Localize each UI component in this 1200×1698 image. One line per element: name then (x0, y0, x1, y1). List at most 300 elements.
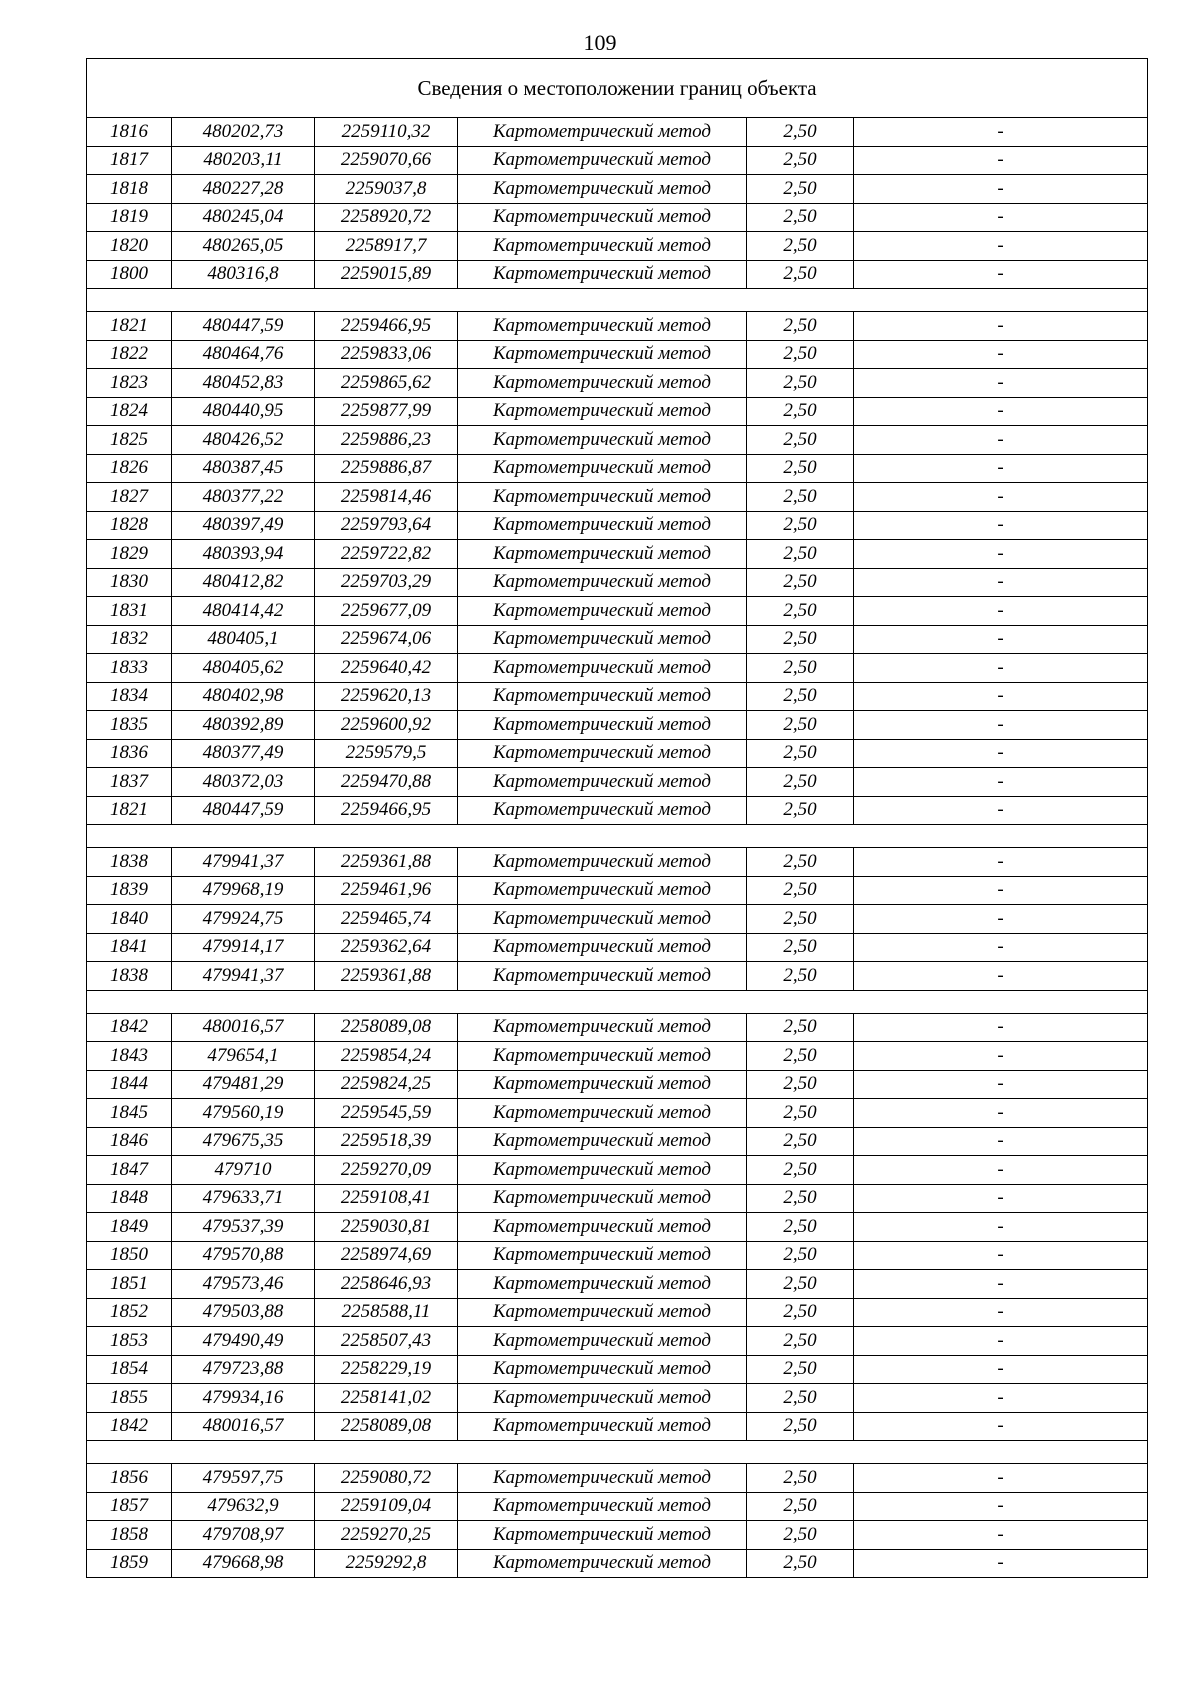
y-coordinate-cell: 2258089,08 (315, 1013, 458, 1042)
accuracy-cell: 2,50 (747, 1127, 854, 1156)
accuracy-cell: 2,50 (747, 1492, 854, 1521)
method-cell: Картометрический метод (458, 905, 747, 934)
method-cell: Картометрический метод (458, 796, 747, 825)
x-coordinate-cell: 480372,03 (172, 768, 315, 797)
description-cell: - (854, 118, 1148, 147)
description-cell: - (854, 454, 1148, 483)
method-cell: Картометрический метод (458, 340, 747, 369)
table-row (87, 654, 1148, 683)
accuracy-cell: 2,50 (747, 597, 854, 626)
accuracy-cell: 2,50 (747, 175, 854, 204)
accuracy-cell: 2,50 (747, 1327, 854, 1356)
method-cell: Картометрический метод (458, 1412, 747, 1441)
x-coordinate-cell: 480452,83 (172, 369, 315, 398)
table-row (87, 1355, 1148, 1384)
table-row (87, 1156, 1148, 1185)
y-coordinate-cell: 2259270,25 (315, 1521, 458, 1550)
point-number-cell: 1834 (87, 682, 172, 711)
table-row (87, 1492, 1148, 1521)
point-number-cell: 1837 (87, 768, 172, 797)
description-cell: - (854, 876, 1148, 905)
description-cell: - (854, 933, 1148, 962)
method-cell: Картометрический метод (458, 1241, 747, 1270)
table-row (87, 625, 1148, 654)
method-cell: Картометрический метод (458, 933, 747, 962)
description-cell: - (854, 1099, 1148, 1128)
table-row (87, 568, 1148, 597)
x-coordinate-cell: 480392,89 (172, 711, 315, 740)
y-coordinate-cell: 2259886,23 (315, 426, 458, 455)
description-cell: - (854, 203, 1148, 232)
point-number-cell: 1821 (87, 796, 172, 825)
method-cell: Картометрический метод (458, 1184, 747, 1213)
method-cell: Картометрический метод (458, 682, 747, 711)
method-cell: Картометрический метод (458, 260, 747, 289)
point-number-cell: 1831 (87, 597, 172, 626)
y-coordinate-cell: 2259814,46 (315, 483, 458, 512)
group-separator (87, 825, 1148, 848)
accuracy-cell: 2,50 (747, 848, 854, 877)
y-coordinate-cell: 2259865,62 (315, 369, 458, 398)
method-cell: Картометрический метод (458, 625, 747, 654)
y-coordinate-cell: 2259674,06 (315, 625, 458, 654)
method-cell: Картометрический метод (458, 1327, 747, 1356)
method-cell: Картометрический метод (458, 540, 747, 569)
y-coordinate-cell: 2259703,29 (315, 568, 458, 597)
table-row (87, 118, 1148, 147)
group-separator-row (87, 825, 1148, 848)
method-cell: Картометрический метод (458, 1298, 747, 1327)
y-coordinate-cell: 2259600,92 (315, 711, 458, 740)
table-row (87, 1384, 1148, 1413)
y-coordinate-cell: 2258917,7 (315, 232, 458, 261)
y-coordinate-cell: 2259292,8 (315, 1549, 458, 1578)
description-cell: - (854, 232, 1148, 261)
point-number-cell: 1826 (87, 454, 172, 483)
y-coordinate-cell: 2259362,64 (315, 933, 458, 962)
y-coordinate-cell: 2259886,87 (315, 454, 458, 483)
description-cell: - (854, 1412, 1148, 1441)
description-cell: - (854, 1070, 1148, 1099)
table-row (87, 312, 1148, 341)
accuracy-cell: 2,50 (747, 1521, 854, 1550)
x-coordinate-cell: 479675,35 (172, 1127, 315, 1156)
y-coordinate-cell: 2258588,11 (315, 1298, 458, 1327)
group-separator-row (87, 990, 1148, 1013)
accuracy-cell: 2,50 (747, 962, 854, 991)
point-number-cell: 1854 (87, 1355, 172, 1384)
table-row (87, 768, 1148, 797)
x-coordinate-cell: 480227,28 (172, 175, 315, 204)
description-cell: - (854, 654, 1148, 683)
point-number-cell: 1817 (87, 146, 172, 175)
point-number-cell: 1852 (87, 1298, 172, 1327)
x-coordinate-cell: 480464,76 (172, 340, 315, 369)
description-cell: - (854, 905, 1148, 934)
method-cell: Картометрический метод (458, 426, 747, 455)
accuracy-cell: 2,50 (747, 1184, 854, 1213)
method-cell: Картометрический метод (458, 369, 747, 398)
x-coordinate-cell: 480393,94 (172, 540, 315, 569)
method-cell: Картометрический метод (458, 1042, 747, 1071)
x-coordinate-cell: 479941,37 (172, 962, 315, 991)
table-row (87, 1521, 1148, 1550)
method-cell: Картометрический метод (458, 568, 747, 597)
y-coordinate-cell: 2259833,06 (315, 340, 458, 369)
y-coordinate-cell: 2258920,72 (315, 203, 458, 232)
description-cell: - (854, 597, 1148, 626)
table-title-row (87, 59, 1148, 118)
accuracy-cell: 2,50 (747, 1042, 854, 1071)
method-cell: Картометрический метод (458, 146, 747, 175)
x-coordinate-cell: 480202,73 (172, 118, 315, 147)
x-coordinate-cell: 480447,59 (172, 312, 315, 341)
accuracy-cell: 2,50 (747, 711, 854, 740)
accuracy-cell: 2,50 (747, 483, 854, 512)
accuracy-cell: 2,50 (747, 905, 854, 934)
y-coordinate-cell: 2259466,95 (315, 312, 458, 341)
point-number-cell: 1821 (87, 312, 172, 341)
method-cell: Картометрический метод (458, 597, 747, 626)
point-number-cell: 1848 (87, 1184, 172, 1213)
x-coordinate-cell: 479560,19 (172, 1099, 315, 1128)
x-coordinate-cell: 479632,9 (172, 1492, 315, 1521)
method-cell: Картометрический метод (458, 1270, 747, 1299)
method-cell: Картометрический метод (458, 1492, 747, 1521)
method-cell: Картометрический метод (458, 511, 747, 540)
method-cell: Картометрический метод (458, 739, 747, 768)
point-number-cell: 1823 (87, 369, 172, 398)
x-coordinate-cell: 479537,39 (172, 1213, 315, 1242)
method-cell: Картометрический метод (458, 1013, 747, 1042)
table-row (87, 1412, 1148, 1441)
accuracy-cell: 2,50 (747, 1013, 854, 1042)
table-row (87, 1099, 1148, 1128)
table-row (87, 1013, 1148, 1042)
accuracy-cell: 2,50 (747, 1156, 854, 1185)
table-row (87, 1327, 1148, 1356)
x-coordinate-cell: 480447,59 (172, 796, 315, 825)
method-cell: Картометрический метод (458, 654, 747, 683)
table-row (87, 848, 1148, 877)
y-coordinate-cell: 2259465,74 (315, 905, 458, 934)
method-cell: Картометрический метод (458, 1099, 747, 1128)
point-number-cell: 1832 (87, 625, 172, 654)
point-number-cell: 1855 (87, 1384, 172, 1413)
accuracy-cell: 2,50 (747, 232, 854, 261)
x-coordinate-cell: 479597,75 (172, 1464, 315, 1493)
table-title: Сведения о местоположении границ объекта (87, 59, 1148, 118)
table-row (87, 1070, 1148, 1099)
point-number-cell: 1853 (87, 1327, 172, 1356)
point-number-cell: 1842 (87, 1013, 172, 1042)
point-number-cell: 1842 (87, 1412, 172, 1441)
point-number-cell: 1843 (87, 1042, 172, 1071)
description-cell: - (854, 1213, 1148, 1242)
accuracy-cell: 2,50 (747, 260, 854, 289)
method-cell: Картометрический метод (458, 1521, 747, 1550)
x-coordinate-cell: 480402,98 (172, 682, 315, 711)
description-cell: - (854, 146, 1148, 175)
point-number-cell: 1825 (87, 426, 172, 455)
description-cell: - (854, 369, 1148, 398)
y-coordinate-cell: 2258229,19 (315, 1355, 458, 1384)
method-cell: Картометрический метод (458, 312, 747, 341)
method-cell: Картометрический метод (458, 175, 747, 204)
description-cell: - (854, 426, 1148, 455)
point-number-cell: 1827 (87, 483, 172, 512)
x-coordinate-cell: 479914,17 (172, 933, 315, 962)
x-coordinate-cell: 480387,45 (172, 454, 315, 483)
x-coordinate-cell: 479503,88 (172, 1298, 315, 1327)
table-row (87, 739, 1148, 768)
group-separator-row (87, 1441, 1148, 1464)
description-cell: - (854, 511, 1148, 540)
point-number-cell: 1819 (87, 203, 172, 232)
table-row (87, 796, 1148, 825)
table-row (87, 1184, 1148, 1213)
description-cell: - (854, 540, 1148, 569)
x-coordinate-cell: 480412,82 (172, 568, 315, 597)
accuracy-cell: 2,50 (747, 625, 854, 654)
method-cell: Картометрический метод (458, 1070, 747, 1099)
method-cell: Картометрический метод (458, 203, 747, 232)
point-number-cell: 1858 (87, 1521, 172, 1550)
y-coordinate-cell: 2259722,82 (315, 540, 458, 569)
table-row (87, 1298, 1148, 1327)
accuracy-cell: 2,50 (747, 1412, 854, 1441)
y-coordinate-cell: 2259640,42 (315, 654, 458, 683)
table-row (87, 203, 1148, 232)
point-number-cell: 1850 (87, 1241, 172, 1270)
description-cell: - (854, 848, 1148, 877)
x-coordinate-cell: 480440,95 (172, 397, 315, 426)
description-cell: - (854, 1241, 1148, 1270)
table-row (87, 711, 1148, 740)
boundary-table (86, 58, 1148, 1578)
table-row (87, 933, 1148, 962)
point-number-cell: 1830 (87, 568, 172, 597)
table-row (87, 426, 1148, 455)
table-row (87, 232, 1148, 261)
method-cell: Картометрический метод (458, 768, 747, 797)
description-cell: - (854, 625, 1148, 654)
point-number-cell: 1816 (87, 118, 172, 147)
description-cell: - (854, 260, 1148, 289)
y-coordinate-cell: 2258646,93 (315, 1270, 458, 1299)
point-number-cell: 1849 (87, 1213, 172, 1242)
table-row (87, 146, 1148, 175)
x-coordinate-cell: 479481,29 (172, 1070, 315, 1099)
description-cell: - (854, 483, 1148, 512)
point-number-cell: 1857 (87, 1492, 172, 1521)
page-number: 109 (583, 30, 617, 55)
accuracy-cell: 2,50 (747, 739, 854, 768)
table-row (87, 483, 1148, 512)
x-coordinate-cell: 480016,57 (172, 1013, 315, 1042)
table-row (87, 876, 1148, 905)
table-row (87, 340, 1148, 369)
description-cell: - (854, 397, 1148, 426)
table-row (87, 369, 1148, 398)
table-row (87, 597, 1148, 626)
accuracy-cell: 2,50 (747, 768, 854, 797)
y-coordinate-cell: 2259110,32 (315, 118, 458, 147)
method-cell: Картометрический метод (458, 711, 747, 740)
accuracy-cell: 2,50 (747, 340, 854, 369)
x-coordinate-cell: 479934,16 (172, 1384, 315, 1413)
description-cell: - (854, 312, 1148, 341)
description-cell: - (854, 1013, 1148, 1042)
accuracy-cell: 2,50 (747, 1241, 854, 1270)
group-separator (87, 990, 1148, 1013)
point-number-cell: 1818 (87, 175, 172, 204)
accuracy-cell: 2,50 (747, 682, 854, 711)
table-row (87, 1241, 1148, 1270)
x-coordinate-cell: 479968,19 (172, 876, 315, 905)
point-number-cell: 1844 (87, 1070, 172, 1099)
x-coordinate-cell: 479723,88 (172, 1355, 315, 1384)
method-cell: Картометрический метод (458, 118, 747, 147)
point-number-cell: 1836 (87, 739, 172, 768)
point-number-cell: 1841 (87, 933, 172, 962)
accuracy-cell: 2,50 (747, 369, 854, 398)
group-separator (87, 1441, 1148, 1464)
x-coordinate-cell: 479570,88 (172, 1241, 315, 1270)
y-coordinate-cell: 2259677,09 (315, 597, 458, 626)
y-coordinate-cell: 2259270,09 (315, 1156, 458, 1185)
method-cell: Картометрический метод (458, 1156, 747, 1185)
point-number-cell: 1859 (87, 1549, 172, 1578)
y-coordinate-cell: 2258974,69 (315, 1241, 458, 1270)
point-number-cell: 1856 (87, 1464, 172, 1493)
x-coordinate-cell: 479710 (172, 1156, 315, 1185)
point-number-cell: 1838 (87, 848, 172, 877)
method-cell: Картометрический метод (458, 397, 747, 426)
description-cell: - (854, 1464, 1148, 1493)
method-cell: Картометрический метод (458, 483, 747, 512)
description-cell: - (854, 340, 1148, 369)
y-coordinate-cell: 2259518,39 (315, 1127, 458, 1156)
y-coordinate-cell: 2259579,5 (315, 739, 458, 768)
x-coordinate-cell: 479924,75 (172, 905, 315, 934)
y-coordinate-cell: 2259793,64 (315, 511, 458, 540)
y-coordinate-cell: 2259070,66 (315, 146, 458, 175)
accuracy-cell: 2,50 (747, 426, 854, 455)
accuracy-cell: 2,50 (747, 568, 854, 597)
x-coordinate-cell: 480377,49 (172, 739, 315, 768)
x-coordinate-cell: 480405,62 (172, 654, 315, 683)
point-number-cell: 1845 (87, 1099, 172, 1128)
description-cell: - (854, 1270, 1148, 1299)
x-coordinate-cell: 480426,52 (172, 426, 315, 455)
y-coordinate-cell: 2259824,25 (315, 1070, 458, 1099)
accuracy-cell: 2,50 (747, 1355, 854, 1384)
method-cell: Картометрический метод (458, 1549, 747, 1578)
accuracy-cell: 2,50 (747, 1298, 854, 1327)
table-row (87, 1042, 1148, 1071)
x-coordinate-cell: 479708,97 (172, 1521, 315, 1550)
table-row (87, 1270, 1148, 1299)
x-coordinate-cell: 479633,71 (172, 1184, 315, 1213)
point-number-cell: 1847 (87, 1156, 172, 1185)
description-cell: - (854, 796, 1148, 825)
x-coordinate-cell: 479668,98 (172, 1549, 315, 1578)
x-coordinate-cell: 480016,57 (172, 1412, 315, 1441)
method-cell: Картометрический метод (458, 962, 747, 991)
method-cell: Картометрический метод (458, 454, 747, 483)
table-row (87, 682, 1148, 711)
point-number-cell: 1839 (87, 876, 172, 905)
y-coordinate-cell: 2258089,08 (315, 1412, 458, 1441)
x-coordinate-cell: 479941,37 (172, 848, 315, 877)
method-cell: Картометрический метод (458, 1464, 747, 1493)
description-cell: - (854, 768, 1148, 797)
accuracy-cell: 2,50 (747, 1384, 854, 1413)
point-number-cell: 1833 (87, 654, 172, 683)
y-coordinate-cell: 2259545,59 (315, 1099, 458, 1128)
table-row (87, 1464, 1148, 1493)
point-number-cell: 1835 (87, 711, 172, 740)
y-coordinate-cell: 2259108,41 (315, 1184, 458, 1213)
method-cell: Картометрический метод (458, 1213, 747, 1242)
accuracy-cell: 2,50 (747, 454, 854, 483)
accuracy-cell: 2,50 (747, 1099, 854, 1128)
method-cell: Картометрический метод (458, 1127, 747, 1156)
y-coordinate-cell: 2259461,96 (315, 876, 458, 905)
x-coordinate-cell: 480414,42 (172, 597, 315, 626)
method-cell: Картометрический метод (458, 1384, 747, 1413)
description-cell: - (854, 682, 1148, 711)
group-separator (87, 289, 1148, 312)
accuracy-cell: 2,50 (747, 203, 854, 232)
table-row (87, 1213, 1148, 1242)
accuracy-cell: 2,50 (747, 118, 854, 147)
table-row (87, 1127, 1148, 1156)
description-cell: - (854, 175, 1148, 204)
x-coordinate-cell: 480203,11 (172, 146, 315, 175)
group-separator-row (87, 289, 1148, 312)
y-coordinate-cell: 2259015,89 (315, 260, 458, 289)
table-row (87, 260, 1148, 289)
table-row (87, 905, 1148, 934)
accuracy-cell: 2,50 (747, 540, 854, 569)
point-number-cell: 1840 (87, 905, 172, 934)
y-coordinate-cell: 2259037,8 (315, 175, 458, 204)
description-cell: - (854, 1492, 1148, 1521)
x-coordinate-cell: 480316,8 (172, 260, 315, 289)
accuracy-cell: 2,50 (747, 654, 854, 683)
point-number-cell: 1828 (87, 511, 172, 540)
y-coordinate-cell: 2259620,13 (315, 682, 458, 711)
accuracy-cell: 2,50 (747, 1270, 854, 1299)
point-number-cell: 1829 (87, 540, 172, 569)
accuracy-cell: 2,50 (747, 1464, 854, 1493)
description-cell: - (854, 1156, 1148, 1185)
y-coordinate-cell: 2259466,95 (315, 796, 458, 825)
y-coordinate-cell: 2259470,88 (315, 768, 458, 797)
description-cell: - (854, 1327, 1148, 1356)
table-row (87, 175, 1148, 204)
table-row (87, 540, 1148, 569)
description-cell: - (854, 739, 1148, 768)
y-coordinate-cell: 2259080,72 (315, 1464, 458, 1493)
x-coordinate-cell: 479654,1 (172, 1042, 315, 1071)
x-coordinate-cell: 480245,04 (172, 203, 315, 232)
y-coordinate-cell: 2259361,88 (315, 962, 458, 991)
method-cell: Картометрический метод (458, 232, 747, 261)
accuracy-cell: 2,50 (747, 146, 854, 175)
